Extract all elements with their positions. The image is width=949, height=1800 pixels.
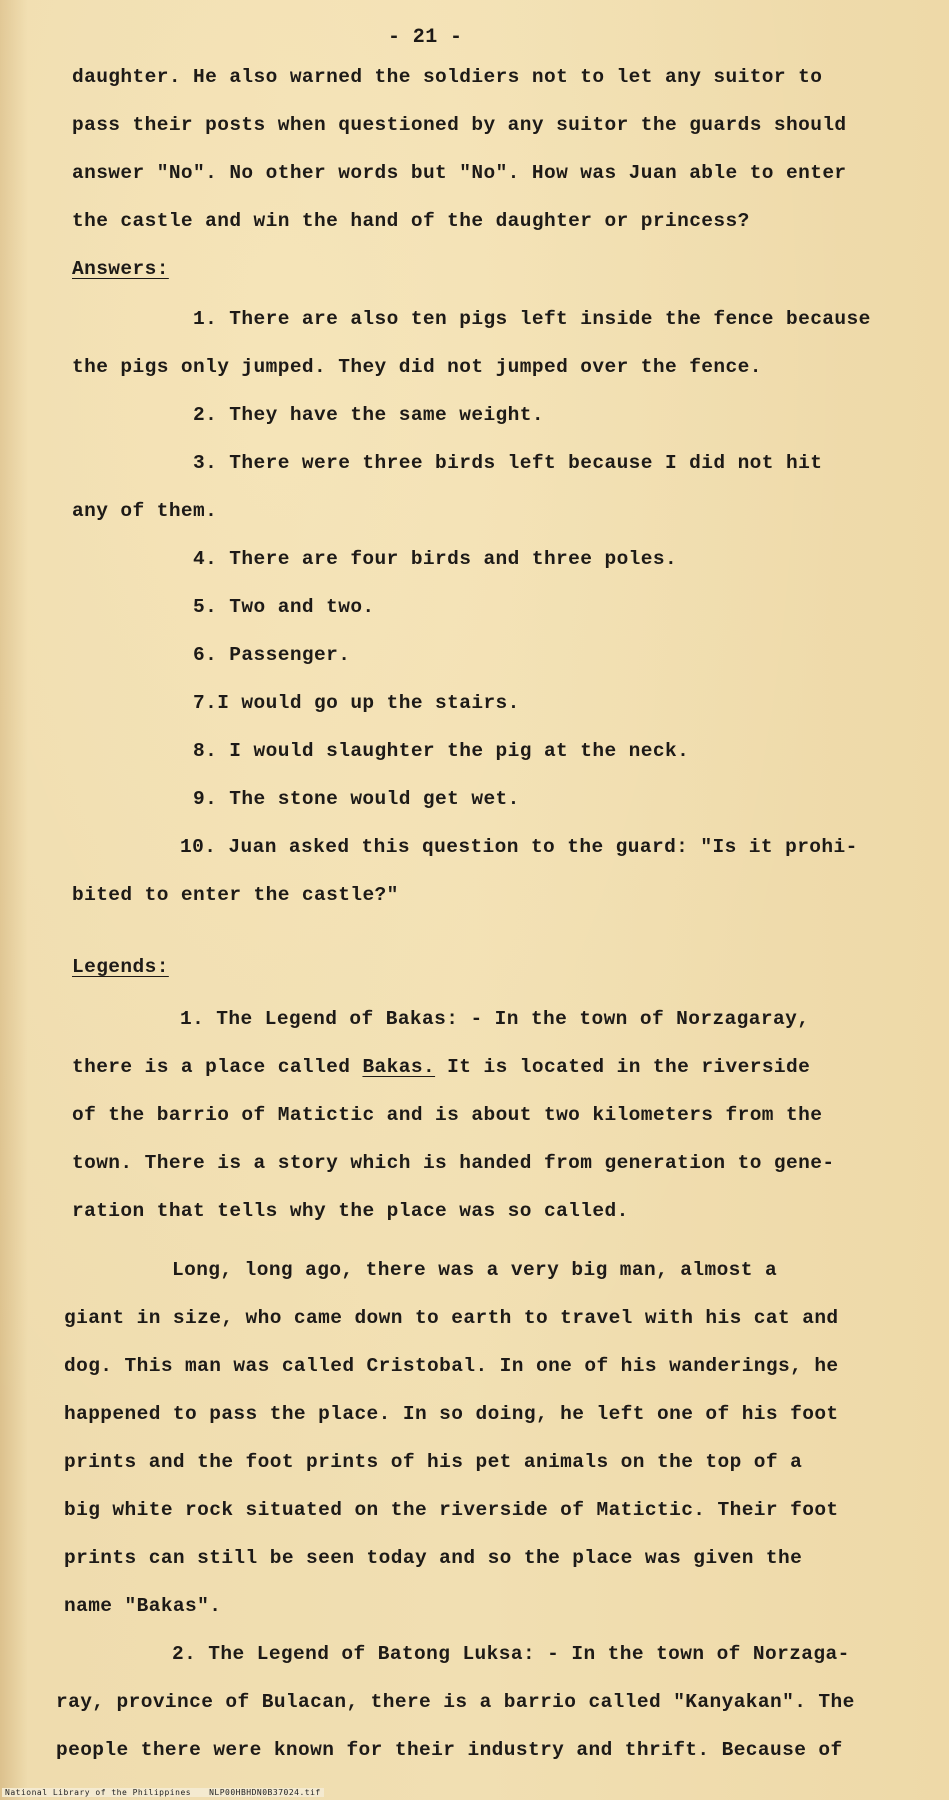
answer-line: 10. Juan asked this question to the guard: "Is it prohi- <box>180 836 858 858</box>
legend1-line-2-post: It is located in the riverside <box>435 1056 811 1078</box>
answers-heading: Answers: <box>72 258 169 280</box>
answer-line: 6. Passenger. <box>193 644 351 666</box>
answer-line: the pigs only jumped. They did not jumped over the fence. <box>72 356 762 378</box>
legend1-line-4: town. There is a story which is handed from generation to gene- <box>72 1152 835 1174</box>
story-line: Long, long ago, there was a very big man, almost a <box>172 1259 778 1281</box>
legend1-line-2-pre: there is a place called <box>72 1056 363 1078</box>
legend2-line: ray, province of Bulacan, there is a barrio called "Kanyakan". The <box>56 1691 855 1713</box>
story-line: happened to pass the place. In so doing, he left one of his foot <box>64 1403 839 1425</box>
answer-line: 8. I would slaughter the pig at the neck. <box>193 740 690 762</box>
scan-footer <box>2 1788 324 1797</box>
story-line: name "Bakas". <box>64 1595 222 1617</box>
intro-line-4: the castle and win the hand of the daughter or princess? <box>72 210 750 232</box>
intro-line-3: answer "No". No other words but "No". How was Juan able to enter <box>72 162 847 184</box>
legend1-line-3: of the barrio of Matictic and is about two kilometers from the <box>72 1104 823 1126</box>
footer-file-id: NLP00HBHDN0B37024.tif <box>209 1788 321 1797</box>
legend1-line-5: ration that tells why the place was so called. <box>72 1200 629 1222</box>
answer-line: any of them. <box>72 500 218 522</box>
legend2-line: people there were known for their industry and thrift. Because of <box>56 1739 843 1761</box>
legend1-line-2 <box>72 1055 810 1079</box>
answer-line: 7.I would go up the stairs. <box>193 692 520 714</box>
story-line: prints can still be seen today and so the place was given the <box>64 1547 803 1569</box>
intro-line-1: daughter. He also warned the soldiers not to let any suitor to <box>72 66 823 88</box>
story-line: prints and the foot prints of his pet animals on the top of a <box>64 1451 803 1473</box>
place-name-bakas: Bakas. <box>362 1056 436 1078</box>
answer-line: 3. There were three birds left because I did not hit <box>193 452 823 474</box>
page-number: - 21 - <box>388 26 463 49</box>
story-line: big white rock situated on the riverside of Matictic. Their foot <box>64 1499 839 1521</box>
footer-institution: National Library of the Philippines <box>5 1788 192 1797</box>
answer-line: 4. There are four birds and three poles. <box>193 548 678 570</box>
legend2-line: 2. The Legend of Batong Luksa: - In the town of Norzaga- <box>172 1643 850 1665</box>
legend1-line-1: 1. The Legend of Bakas: - In the town of Norzagaray, <box>180 1008 810 1030</box>
legends-heading: Legends: <box>72 956 169 978</box>
answer-line: bited to enter the castle?" <box>72 884 399 906</box>
story-line: dog. This man was called Cristobal. In one of his wanderings, he <box>64 1355 839 1377</box>
story-line: giant in size, who came down to earth to travel with his cat and <box>64 1307 839 1329</box>
answer-line: 2. They have the same weight. <box>193 404 544 426</box>
answer-line: 5. Two and two. <box>193 596 375 618</box>
intro-line-2: pass their posts when questioned by any suitor the guards should <box>72 114 847 136</box>
answer-line: 9. The stone would get wet. <box>193 788 520 810</box>
answer-line: 1. There are also ten pigs left inside the fence because <box>193 308 871 330</box>
